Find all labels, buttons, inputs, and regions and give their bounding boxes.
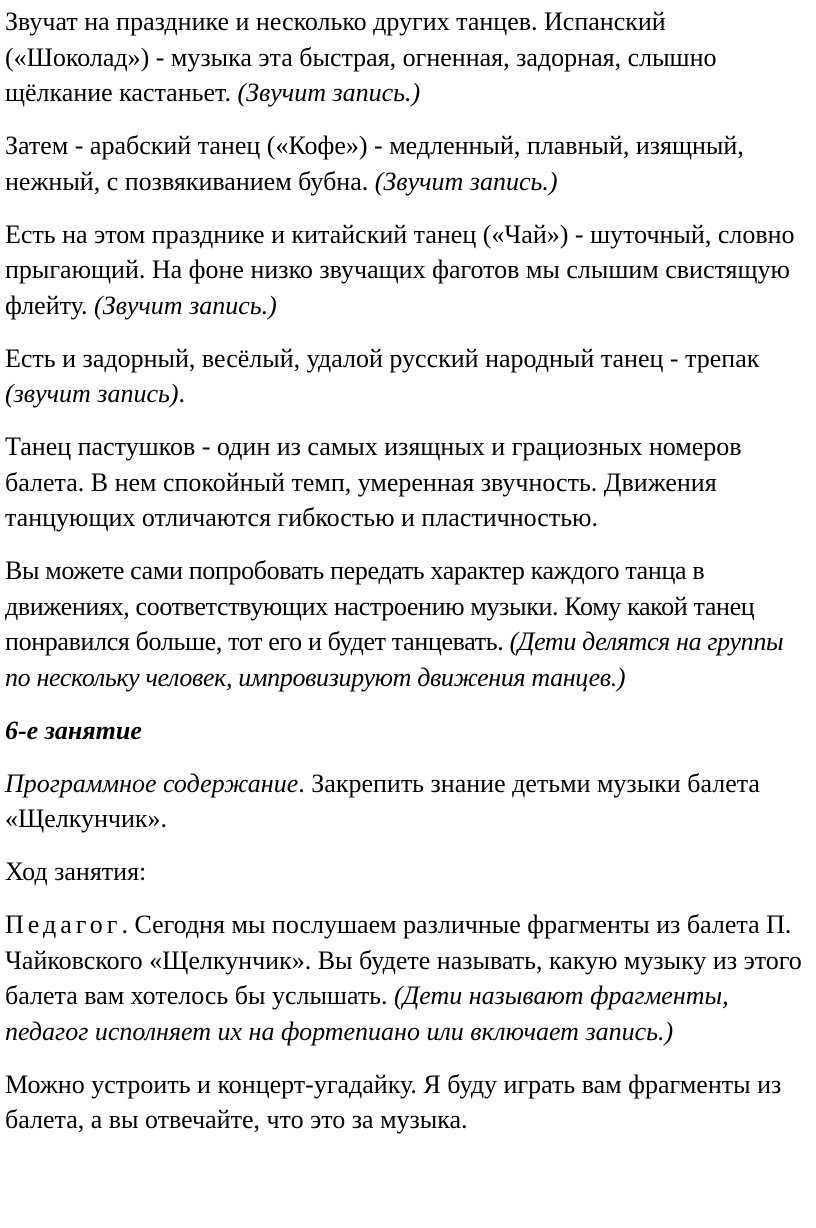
- stage-direction: (звучит запись): [5, 379, 179, 408]
- stage-direction: (Звучит запись.): [94, 290, 277, 320]
- program-content: [5, 766, 813, 837]
- paragraph-text: Звучат на празднике и несколько других танцев. Испанский («Шоколад») - музыка эта быстрая, огненная, задорная, слышно щёлкание кастаньет.: [5, 7, 717, 107]
- paragraph-text: Можно устроить и концерт-угадайку. Я буду играть вам фрагменты из балета, а вы отвечайте, что это за музыка.: [5, 1069, 782, 1134]
- paragraph-trepak: [5, 341, 813, 412]
- program-label: Программное содержание: [5, 768, 299, 798]
- paragraph-text: Танец пастушков - один из самых изящных и грациозных номеров балета. В нем спокойный темп, умеренная звучность. Движения танцующих отличаются гибкостью и пластичностью.: [5, 432, 742, 532]
- paragraph-spanish-dance: [5, 4, 813, 111]
- document-page: [5, 4, 813, 1155]
- program-text: . Закрепить знание детьми музыки балета «Щелкунчик».: [5, 768, 760, 833]
- paragraph-try-yourself: [5, 553, 813, 695]
- stage-direction: (Дети называют фрагменты, педагог исполняет их на фортепиано или включает запись.): [5, 981, 729, 1046]
- paragraph-text: Затем - арабский танец («Кофе») - медленный, плавный, изящный, нежный, с позвякиванием бубна.: [5, 131, 744, 196]
- paragraph-text: Есть и задорный, весёлый, удалой русский народный танец - трепак: [5, 343, 760, 373]
- paragraph-chinese-dance: [5, 217, 813, 324]
- stage-direction: (Дети делятся на группы по нескольку человек, импровизируют движения танцев.): [5, 627, 784, 692]
- teacher-speaker: Педагог: [5, 910, 122, 939]
- paragraph-arabian-dance: [5, 128, 813, 199]
- lesson-heading-text: 6-е занятие: [5, 715, 142, 745]
- stage-direction: (Звучит запись.): [374, 166, 558, 196]
- course-label-text: Ход занятия:: [5, 857, 147, 886]
- paragraph-text: Есть на этом празднике и китайский танец («Чай») - шуточный, словно прыгающий. На фоне низко звучащих фаготов мы слышим свистящую флейту.: [5, 219, 795, 320]
- paragraph-guessing-concert: [5, 1067, 813, 1138]
- paragraph-text: Вы можете сами попробовать передать характер каждого танца в движениях, соответствующих настроению музыки. Кому какой танец понравился больше, тот его и будет танцевать.: [5, 556, 755, 656]
- paragraph-text-end: .: [178, 379, 185, 408]
- stage-direction: (Звучит запись.): [237, 78, 421, 107]
- paragraph-shepherds-dance: [5, 429, 813, 536]
- course-label: [5, 854, 813, 890]
- lesson-heading: [5, 713, 813, 749]
- teacher-text: . Сегодня мы послушаем различные фрагменты из балета П. Чайковского «Щелкунчик». Вы будете называть, какую музыку из этого балета вам хотелось бы услышать.: [5, 910, 802, 1010]
- teacher-paragraph: [5, 907, 813, 1049]
